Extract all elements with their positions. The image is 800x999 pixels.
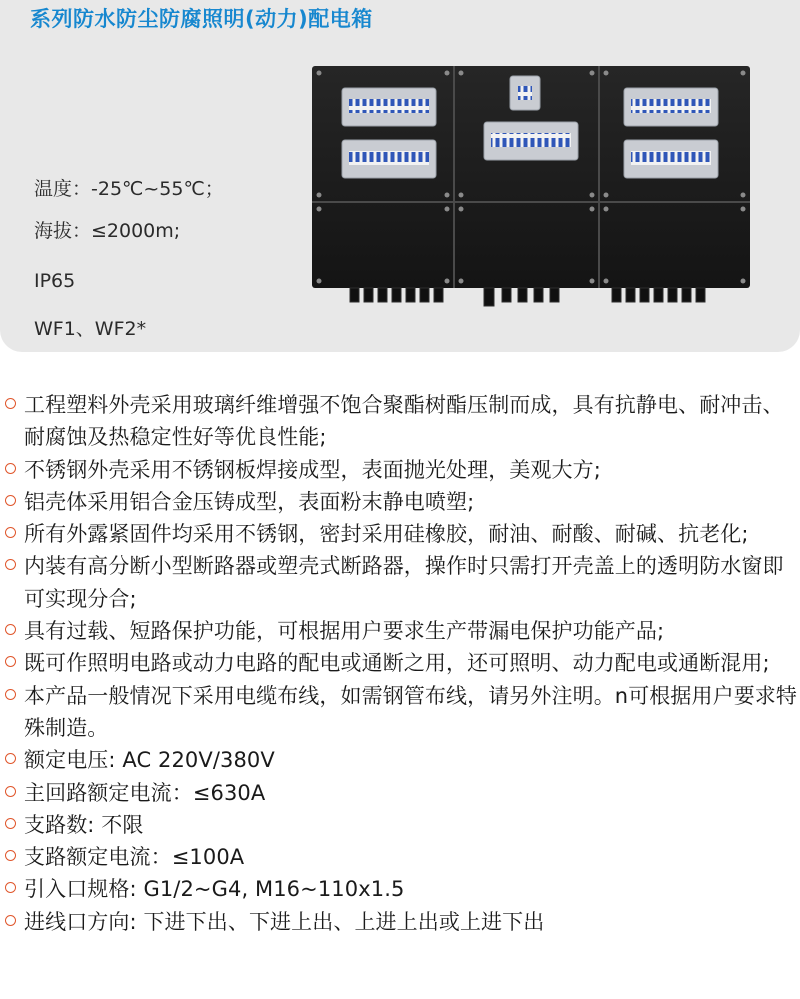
- list-item: [4, 873, 800, 905]
- page-title: 系列防水防尘防腐照明(动力)配电箱: [30, 7, 373, 31]
- circle-bullet-icon: [5, 689, 16, 700]
- feature-text: 所有外露紧固件均采用不锈钢，密封采用硅橡胶，耐油、耐酸、耐碱、抗老化;: [24, 522, 749, 547]
- feature-text: 内装有高分断小型断路器或塑壳式断路器，操作时只需打开壳盖上的透明防水窗即可实现分合;: [24, 554, 784, 611]
- list-item: [4, 454, 800, 486]
- list-item: [4, 777, 800, 809]
- list-item: [4, 550, 800, 615]
- circle-bullet-icon: [5, 656, 16, 667]
- feature-text: 主回路额定电流：≤630A: [24, 780, 266, 805]
- feature-text: 支路额定电流：≤100A: [24, 845, 245, 870]
- feature-text: 工程塑料外壳采用玻璃纤维增强不饱合聚酯树酯压制而成，具有抗静电、耐冲击、耐腐蚀及热稳定性好等优良性能;: [24, 393, 784, 450]
- circle-bullet-icon: [5, 527, 16, 538]
- product-summary-card: [0, 0, 800, 352]
- distribution-box-image: [312, 66, 750, 316]
- feature-text: 支路数: 不限: [24, 812, 144, 837]
- spec-altitude: 海拔：≤2000m;: [34, 220, 181, 242]
- spec-model: WF1、WF2*: [34, 318, 147, 340]
- circle-bullet-icon: [5, 915, 16, 926]
- spec-temperature: 温度：-25℃~55℃；: [34, 178, 224, 200]
- feature-text: 既可作照明电路或动力电路的配电或通断之用，还可照明、动力配电或通断混用;: [24, 651, 770, 676]
- list-item: [4, 744, 800, 776]
- list-item: [4, 615, 800, 647]
- feature-list: [4, 389, 800, 938]
- feature-text: 不锈钢外壳采用不锈钢板焊接成型，表面抛光处理，美观大方;: [24, 457, 601, 482]
- list-item: [4, 906, 800, 938]
- feature-text: 额定电压: AC 220V/380V: [24, 748, 275, 773]
- circle-bullet-icon: [5, 398, 16, 409]
- circle-bullet-icon: [5, 753, 16, 764]
- spec-protection-rating: IP65: [34, 270, 76, 292]
- list-item: [4, 809, 800, 841]
- feature-text: 本产品一般情况下采用电缆布线，如需钢管布线，请另外注明。n可根据用户要求特殊制造。: [24, 683, 798, 740]
- list-item: [4, 680, 800, 745]
- feature-text: 铝壳体采用铝合金压铸成型，表面粉末静电喷塑;: [24, 489, 475, 514]
- feature-text: 具有过载、短路保护功能，可根据用户要求生产带漏电保护功能产品;: [24, 619, 665, 644]
- list-item: [4, 389, 800, 454]
- circle-bullet-icon: [5, 463, 16, 474]
- list-item: [4, 486, 800, 518]
- circle-bullet-icon: [5, 882, 16, 893]
- circle-bullet-icon: [5, 624, 16, 635]
- circle-bullet-icon: [5, 495, 16, 506]
- list-item: [4, 841, 800, 873]
- circle-bullet-icon: [5, 786, 16, 797]
- feature-text: 引入口规格: G1/2~G4, M16~110x1.5: [24, 877, 405, 902]
- circle-bullet-icon: [5, 559, 16, 570]
- feature-text: 进线口方向: 下进下出、下进上出、上进上出或上进下出: [24, 909, 545, 934]
- circle-bullet-icon: [5, 818, 16, 829]
- list-item: [4, 647, 800, 679]
- circle-bullet-icon: [5, 850, 16, 861]
- list-item: [4, 518, 800, 550]
